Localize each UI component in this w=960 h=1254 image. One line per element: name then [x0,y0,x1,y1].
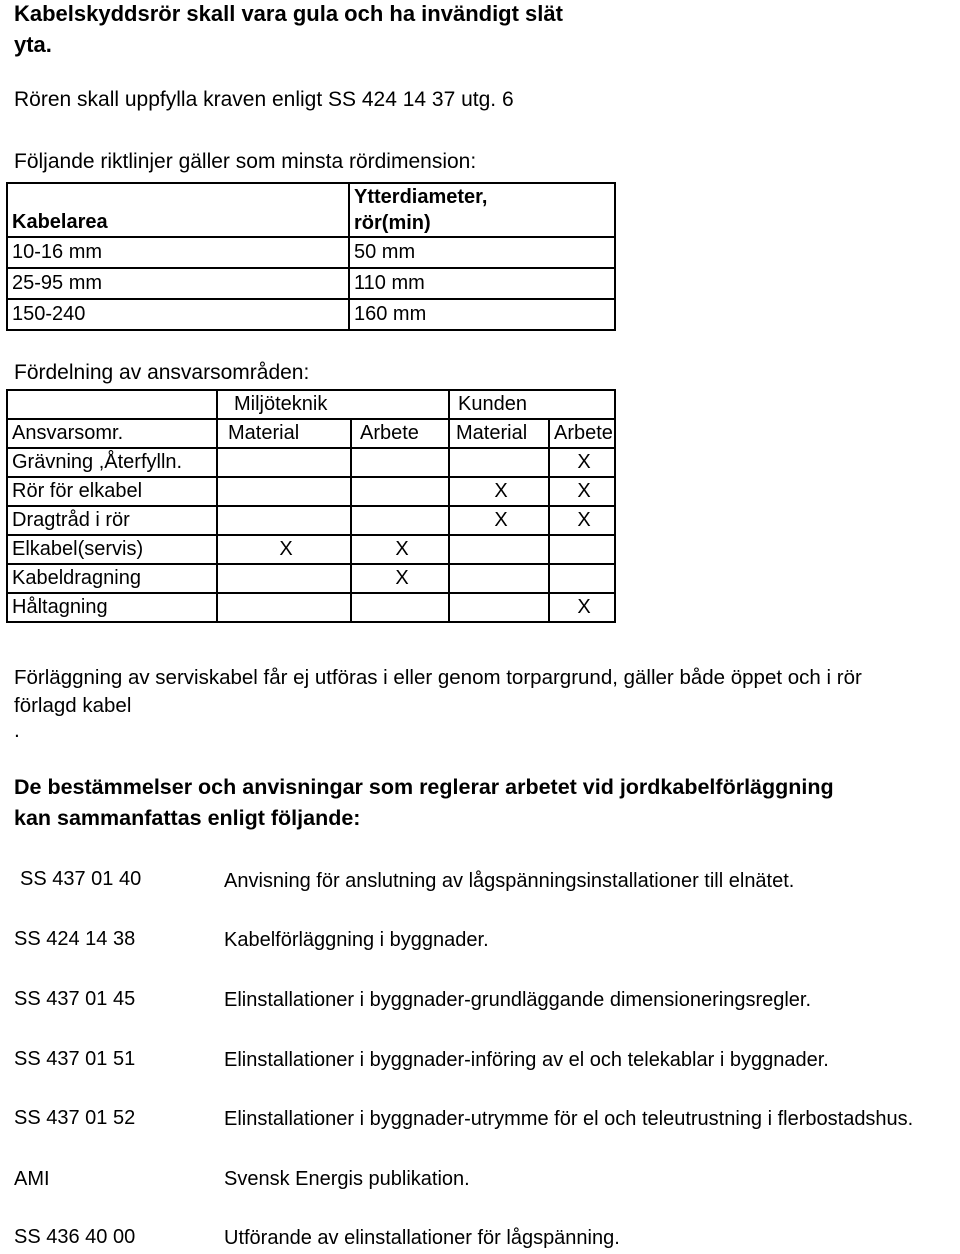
mark-cell [351,593,449,622]
mark-cell: X [549,448,615,477]
mark-cell: X [351,535,449,564]
col-head-work: Arbete [351,419,449,448]
group-kunden: Kunden [449,390,615,419]
row-label: Kabeldragning [7,564,217,593]
mark-cell: X [449,477,549,506]
cable-area-cell: 25-95 mm [7,268,349,299]
mark-cell [217,564,351,593]
col-head-work: Arbete [549,419,615,448]
header-cable-area: Kabelarea [7,183,349,237]
mark-cell: X [549,477,615,506]
reference-code: SS 437 01 40 [20,868,142,890]
reference-code: AMI [14,1168,50,1190]
table-row [7,564,615,593]
guideline-text: Följande riktlinjer gäller som minsta rördimension: [14,150,477,173]
mark-cell [217,477,351,506]
table-row [7,535,615,564]
laying-note-line-3: . [14,719,20,742]
heading-line-1: Kabelskyddsrör skall vara gula och ha invändigt slät [14,1,563,26]
mark-cell: X [549,593,615,622]
reference-text: Utförande av elinstallationer för lågspänning. [224,1227,620,1249]
row-label: Elkabel(servis) [7,535,217,564]
table-row [7,299,615,330]
responsibility-column-head-row [7,419,615,448]
table-row [7,477,615,506]
mark-cell [351,448,449,477]
header-outer-diameter [349,183,615,237]
mark-cell [217,593,351,622]
reference-code: SS 437 01 51 [14,1048,136,1070]
col-head-area: Ansvarsomr. [7,419,217,448]
reference-code: SS 424 14 38 [14,928,136,950]
table-row [7,268,615,299]
row-label: Rör för elkabel [7,477,217,506]
mark-cell: X [351,564,449,593]
laying-note-line-2: förlagd kabel [14,694,132,717]
reference-text: Svensk Energis publikation. [224,1168,470,1190]
mark-cell [449,564,549,593]
reference-code: SS 437 01 52 [14,1107,136,1129]
mark-cell [549,564,615,593]
diameter-cell: 160 mm [349,299,615,330]
requirement-text: Rören skall uppfylla kraven enligt SS 424 14 37 utg. 6 [14,88,514,111]
reference-text: Anvisning för anslutning av lågspänningsinstallationer till elnätet. [224,870,795,892]
cable-area-cell: 10-16 mm [7,237,349,268]
table-row [7,448,615,477]
reference-text: Elinstallationer i byggnader-utrymme för el och teleutrustning i flerbostadshus. [224,1108,914,1130]
diameter-cell: 110 mm [349,268,615,299]
dimension-table [6,182,616,331]
row-label: Dragtråd i rör [7,506,217,535]
laying-note-line-1: Förläggning av serviskabel får ej utföras i eller genom torpargrund, gäller både öppet och i rör [14,666,862,689]
row-label: Håltagning [7,593,217,622]
reference-text: Kabelförläggning i byggnader. [224,929,489,951]
header-outer-diameter-line-1: Ytterdiameter, [354,186,488,208]
responsibility-group-row [7,390,615,419]
diameter-cell: 50 mm [349,237,615,268]
reference-code: SS 436 40 00 [14,1226,136,1248]
table-row [7,237,615,268]
reference-code: SS 437 01 45 [14,988,136,1010]
mark-cell [449,448,549,477]
mark-cell [449,593,549,622]
mark-cell [449,535,549,564]
mark-cell: X [217,535,351,564]
header-outer-diameter-line-2: rör(min) [354,212,431,234]
distribution-title: Fördelning av ansvarsområden: [14,361,310,384]
reference-text: Elinstallationer i byggnader-införing av el och telekablar i byggnader. [224,1049,829,1071]
mark-cell [351,506,449,535]
responsibility-table [6,389,616,623]
summary-heading-line-2: kan sammanfattas enligt följande: [14,806,361,830]
table-row [7,593,615,622]
row-label: Grävning ,Återfylln. [7,448,217,477]
col-head-material: Material [217,419,351,448]
col-head-material: Material [449,419,549,448]
mark-cell [549,535,615,564]
heading-line-2: yta. [14,32,52,57]
group-miljoteknik: Miljöteknik [217,390,449,419]
cable-area-cell: 150-240 [7,299,349,330]
empty-cell [7,390,217,419]
mark-cell [351,477,449,506]
reference-text: Elinstallationer i byggnader-grundläggande dimensioneringsregler. [224,989,812,1011]
mark-cell: X [449,506,549,535]
table-row [7,506,615,535]
summary-heading-line-1: De bestämmelser och anvisningar som reglerar arbetet vid jordkabelförläggning [14,775,834,799]
mark-cell [217,506,351,535]
mark-cell: X [549,506,615,535]
dimension-table-header [7,183,615,237]
mark-cell [217,448,351,477]
